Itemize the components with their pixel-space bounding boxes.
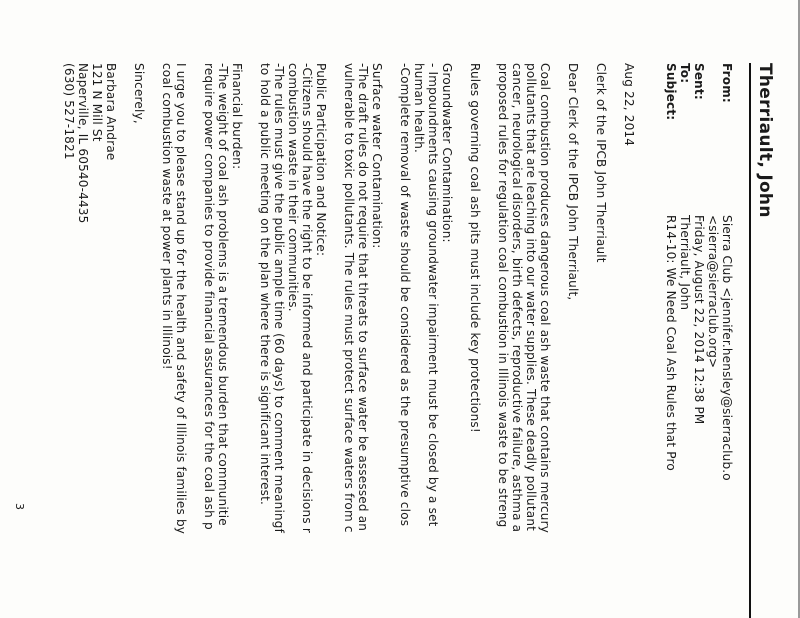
groundwater-heading: Groundwater Contamination: [440, 63, 454, 243]
public-participation-heading: Public Participation and Notice: [314, 63, 328, 257]
signature-city: Naperville, IL 60540-4435 [76, 63, 90, 224]
from-label: From: [720, 63, 734, 103]
from-value: Sierra Club <jennifer.hensley@sierraclub.o [720, 215, 734, 481]
header-rule [749, 63, 751, 618]
to-value: Therriault, John [678, 215, 692, 311]
intro-line: pollutants that are leaching into our water supplies. These deadly pollutant [524, 63, 538, 532]
surface-water-heading: Surface water Contamination: [370, 63, 384, 249]
urge-line: coal combustion waste at power plants in Illinois! [160, 63, 174, 370]
intro-line: cancer, neurological disorders, birth defects, reproductive failure, asthma a [510, 63, 524, 533]
public-participation-line: -The rules must give the public ample time (60 days) to comment meaningf [272, 63, 286, 534]
page-number: 3 [13, 503, 26, 511]
financial-line: require power companies to provide financial assurances for the coal ash p [202, 63, 216, 530]
surface-water-line: -The draft rules do not require that threats to surface water be assessed an [356, 63, 370, 532]
urge-line: I urge you to please stand up for the health and safety of Illinois families by [174, 63, 188, 535]
letter-date: Aug 22, 2014 [622, 63, 636, 147]
groundwater-line: -Complete removal of waste should be considered as the presumptive clos [398, 63, 412, 527]
letter-recipient: Clerk of the IPCB John Therriault [594, 63, 608, 263]
public-participation-line: combustion waste in their communities. [286, 63, 300, 312]
public-participation-line: to hold a public meeting on the plan where there is significant interest. [258, 63, 272, 506]
financial-heading: Financial burden: [230, 63, 244, 170]
groundwater-line: - Impoundments causing groundwater impairment must be closed by a set [426, 63, 440, 527]
sender-name-title: Therriault, John [755, 63, 775, 218]
letter-salutation: Dear Clerk of the IPCB John Therriault, [566, 63, 580, 301]
financial-line: -The weight of coal ash problems is a tremendous burden that communitie [216, 63, 230, 526]
intro-line: proposed rules for regulation coal combustion in Illinois waste to be streng [496, 63, 510, 528]
sent-label: Sent: [692, 63, 706, 100]
intro-line: Coal combustion produces dangerous coal ash waste that contains mercury [538, 63, 552, 534]
signature-street: 121 N Mill St [90, 63, 104, 142]
signature-name: Barbara Andrae [104, 63, 118, 161]
to-label: To: [678, 63, 692, 84]
sent-value: Friday, August 22, 2014 12:38 PM [692, 215, 706, 425]
key-protections-line: Rules governing coal ash pits must include key protections! [468, 63, 482, 433]
public-participation-line: -Citizens should have the right to be informed and participate in decisions r [300, 63, 314, 533]
closing: Sincerely, [132, 63, 146, 124]
surface-water-line: vulnerable to toxic pollutants. The rules must protect surface waters from c [342, 63, 356, 533]
signature-phone: (630) 527-1821 [62, 63, 76, 160]
subject-value: R14-10: We Need Coal Ash Rules that Pro [664, 215, 678, 471]
from-value-line2: <sierra@sierraclub.org> [706, 215, 720, 369]
groundwater-line: human health. [412, 63, 426, 154]
subject-label: Subject: [664, 63, 678, 121]
